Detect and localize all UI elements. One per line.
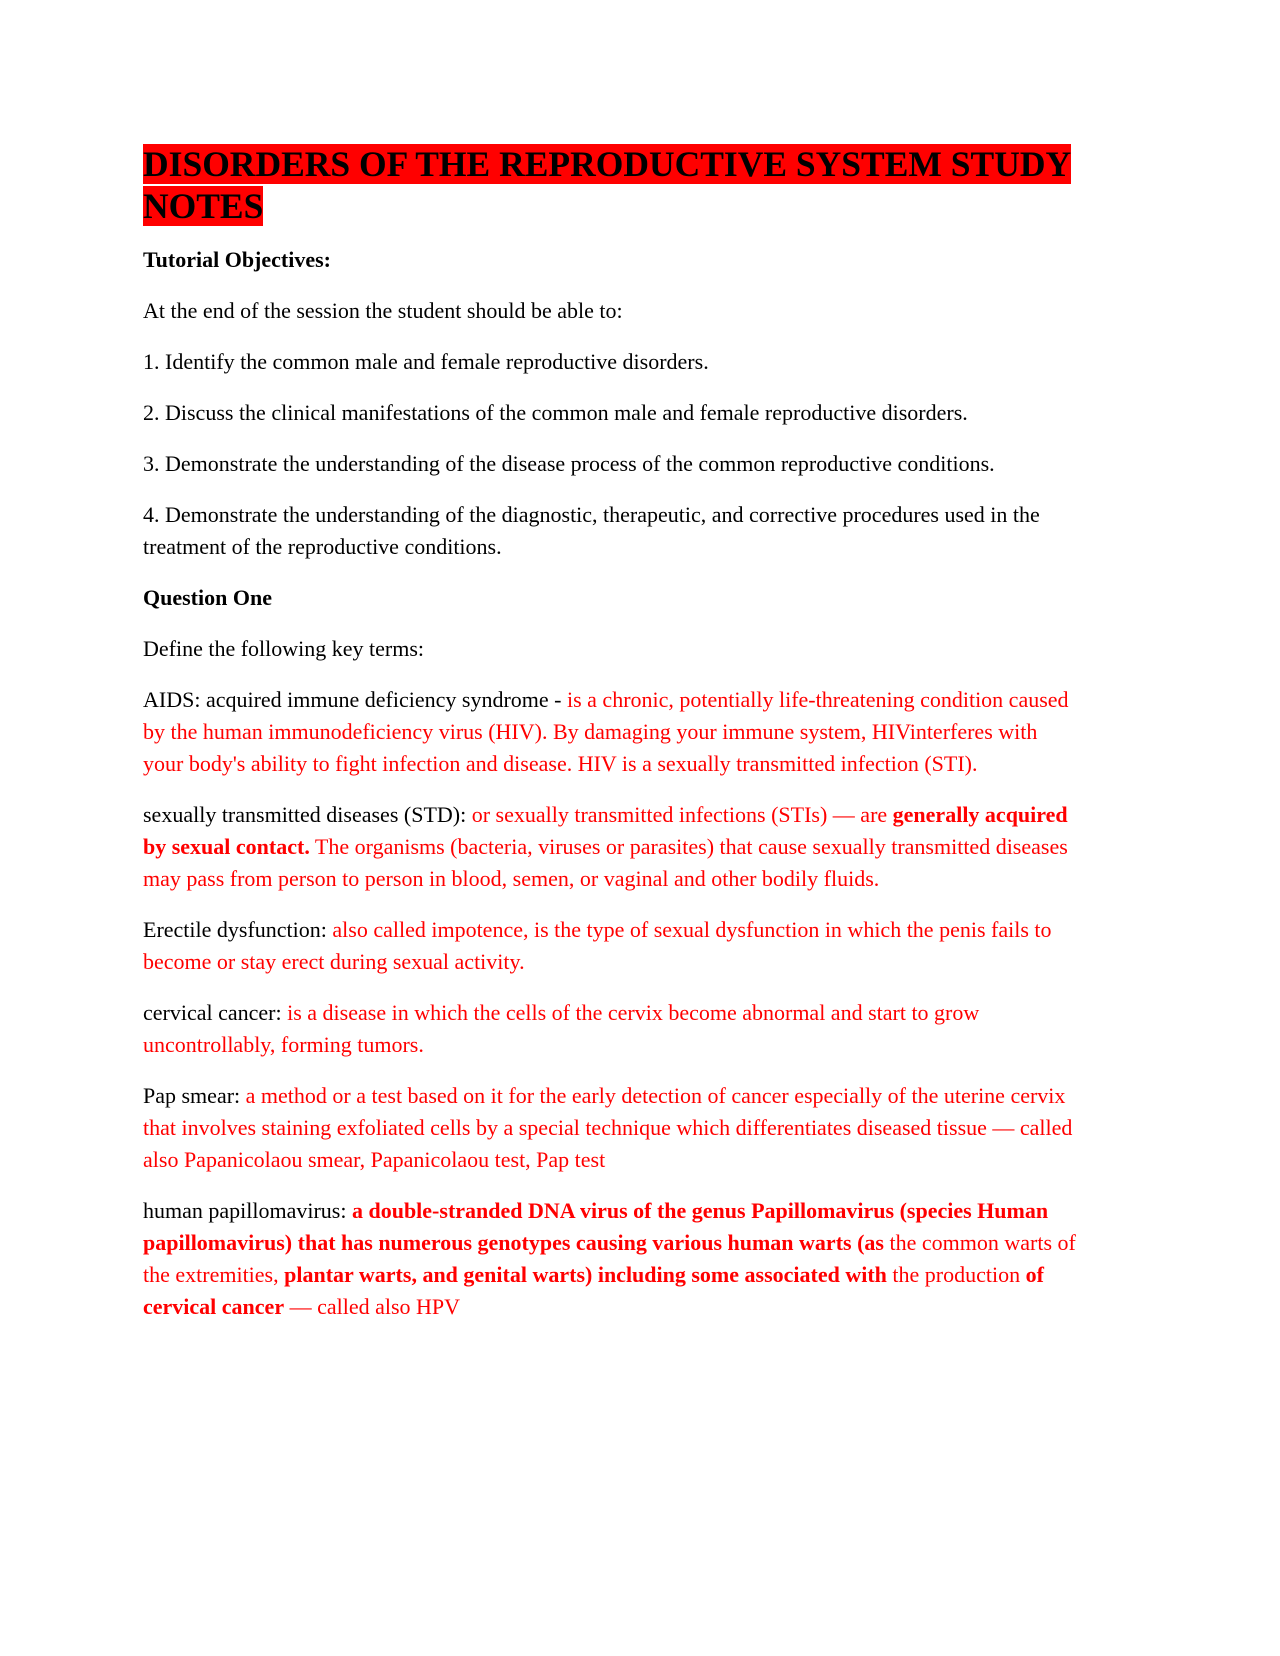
document-page	[143, 143, 1083, 1342]
text-segment: cervical cancer:	[143, 1000, 288, 1025]
text-segment: Question One	[143, 585, 272, 610]
text-segment: 2. Discuss the clinical manifestations of the common male and female reproductive disorders.	[143, 400, 968, 425]
text-segment: sexually transmitted diseases (STD):	[143, 802, 472, 827]
text-segment: At the end of the session the student should be able to:	[143, 298, 623, 323]
answer-text: is a chronic, potentially life-threatening condition caused by the human immunodeficiency virus (HIV). By damaging your immune system, HIVinterferes with your body's ability to fight infection and disease. HIV is a sexually transmitted infection (STI).	[143, 687, 1069, 776]
paragraph	[143, 244, 1083, 276]
paragraph	[143, 582, 1083, 614]
answer-text: the common warts of the extremities,	[143, 1230, 1076, 1287]
paragraph	[143, 914, 1083, 978]
paragraph	[143, 346, 1083, 378]
paragraph	[143, 799, 1083, 895]
paragraph	[143, 1195, 1083, 1323]
paragraph	[143, 633, 1083, 665]
paragraph	[143, 499, 1083, 563]
text-segment: 3. Demonstrate the understanding of the disease process of the common reproductive conditions.	[143, 451, 995, 476]
text-segment: Pap smear:	[143, 1083, 246, 1108]
answer-text: a method or a test based on it for the early detection of cancer especially of the uterine cervix that involves staining exfoliated cells by a special technique which differentiates diseased tissue — called also Papanicolaou smear, Papanicolaou test, Pap test	[143, 1083, 1073, 1172]
paragraph	[143, 1080, 1083, 1176]
paragraph	[143, 684, 1083, 780]
answer-text: a double-stranded DNA virus of the genus Papillomavirus (species Human papillomavirus) that has numerous genotypes causing various human warts (as	[143, 1198, 1049, 1255]
answer-text: the production	[886, 1262, 1026, 1287]
document-title	[143, 143, 1083, 227]
answer-text: — called also HPV	[284, 1294, 461, 1319]
answer-text: also called impotence, is the type of sexual dysfunction in which the penis fails to become or stay erect during sexual activity.	[143, 917, 1052, 974]
text-segment: 1. Identify the common male and female reproductive disorders.	[143, 349, 709, 374]
text-segment: Tutorial Objectives:	[143, 247, 331, 272]
document-title-text: DISORDERS OF THE REPRODUCTIVE SYSTEM STUDY NOTES	[143, 144, 1072, 226]
text-segment: Erectile dysfunction:	[143, 917, 333, 942]
paragraph	[143, 397, 1083, 429]
text-segment: Define the following key terms:	[143, 636, 425, 661]
paragraph	[143, 997, 1083, 1061]
answer-text: The organisms (bacteria, viruses or parasites) that cause sexually transmitted diseases may pass from person to person in blood, semen, or vaginal and other bodily fluids.	[143, 834, 1068, 891]
answer-text: is a disease in which the cells of the cervix become abnormal and start to grow uncontrollably, forming tumors.	[143, 1000, 980, 1057]
text-segment: 4. Demonstrate the understanding of the diagnostic, therapeutic, and corrective procedures used in the treatment of the reproductive conditions.	[143, 502, 1040, 559]
paragraph	[143, 295, 1083, 327]
answer-text: or sexually transmitted infections (STIs) — are	[471, 802, 893, 827]
answer-text: generally acquired by sexual contact.	[143, 802, 1068, 859]
answer-text: plantar warts, and genital warts) including some associated with	[284, 1262, 887, 1287]
answer-text: of cervical cancer	[143, 1262, 1044, 1319]
text-segment: AIDS: acquired immune deficiency syndrome -	[143, 687, 567, 712]
text-segment: human papillomavirus:	[143, 1198, 352, 1223]
paragraph	[143, 448, 1083, 480]
document-body	[143, 244, 1083, 1323]
